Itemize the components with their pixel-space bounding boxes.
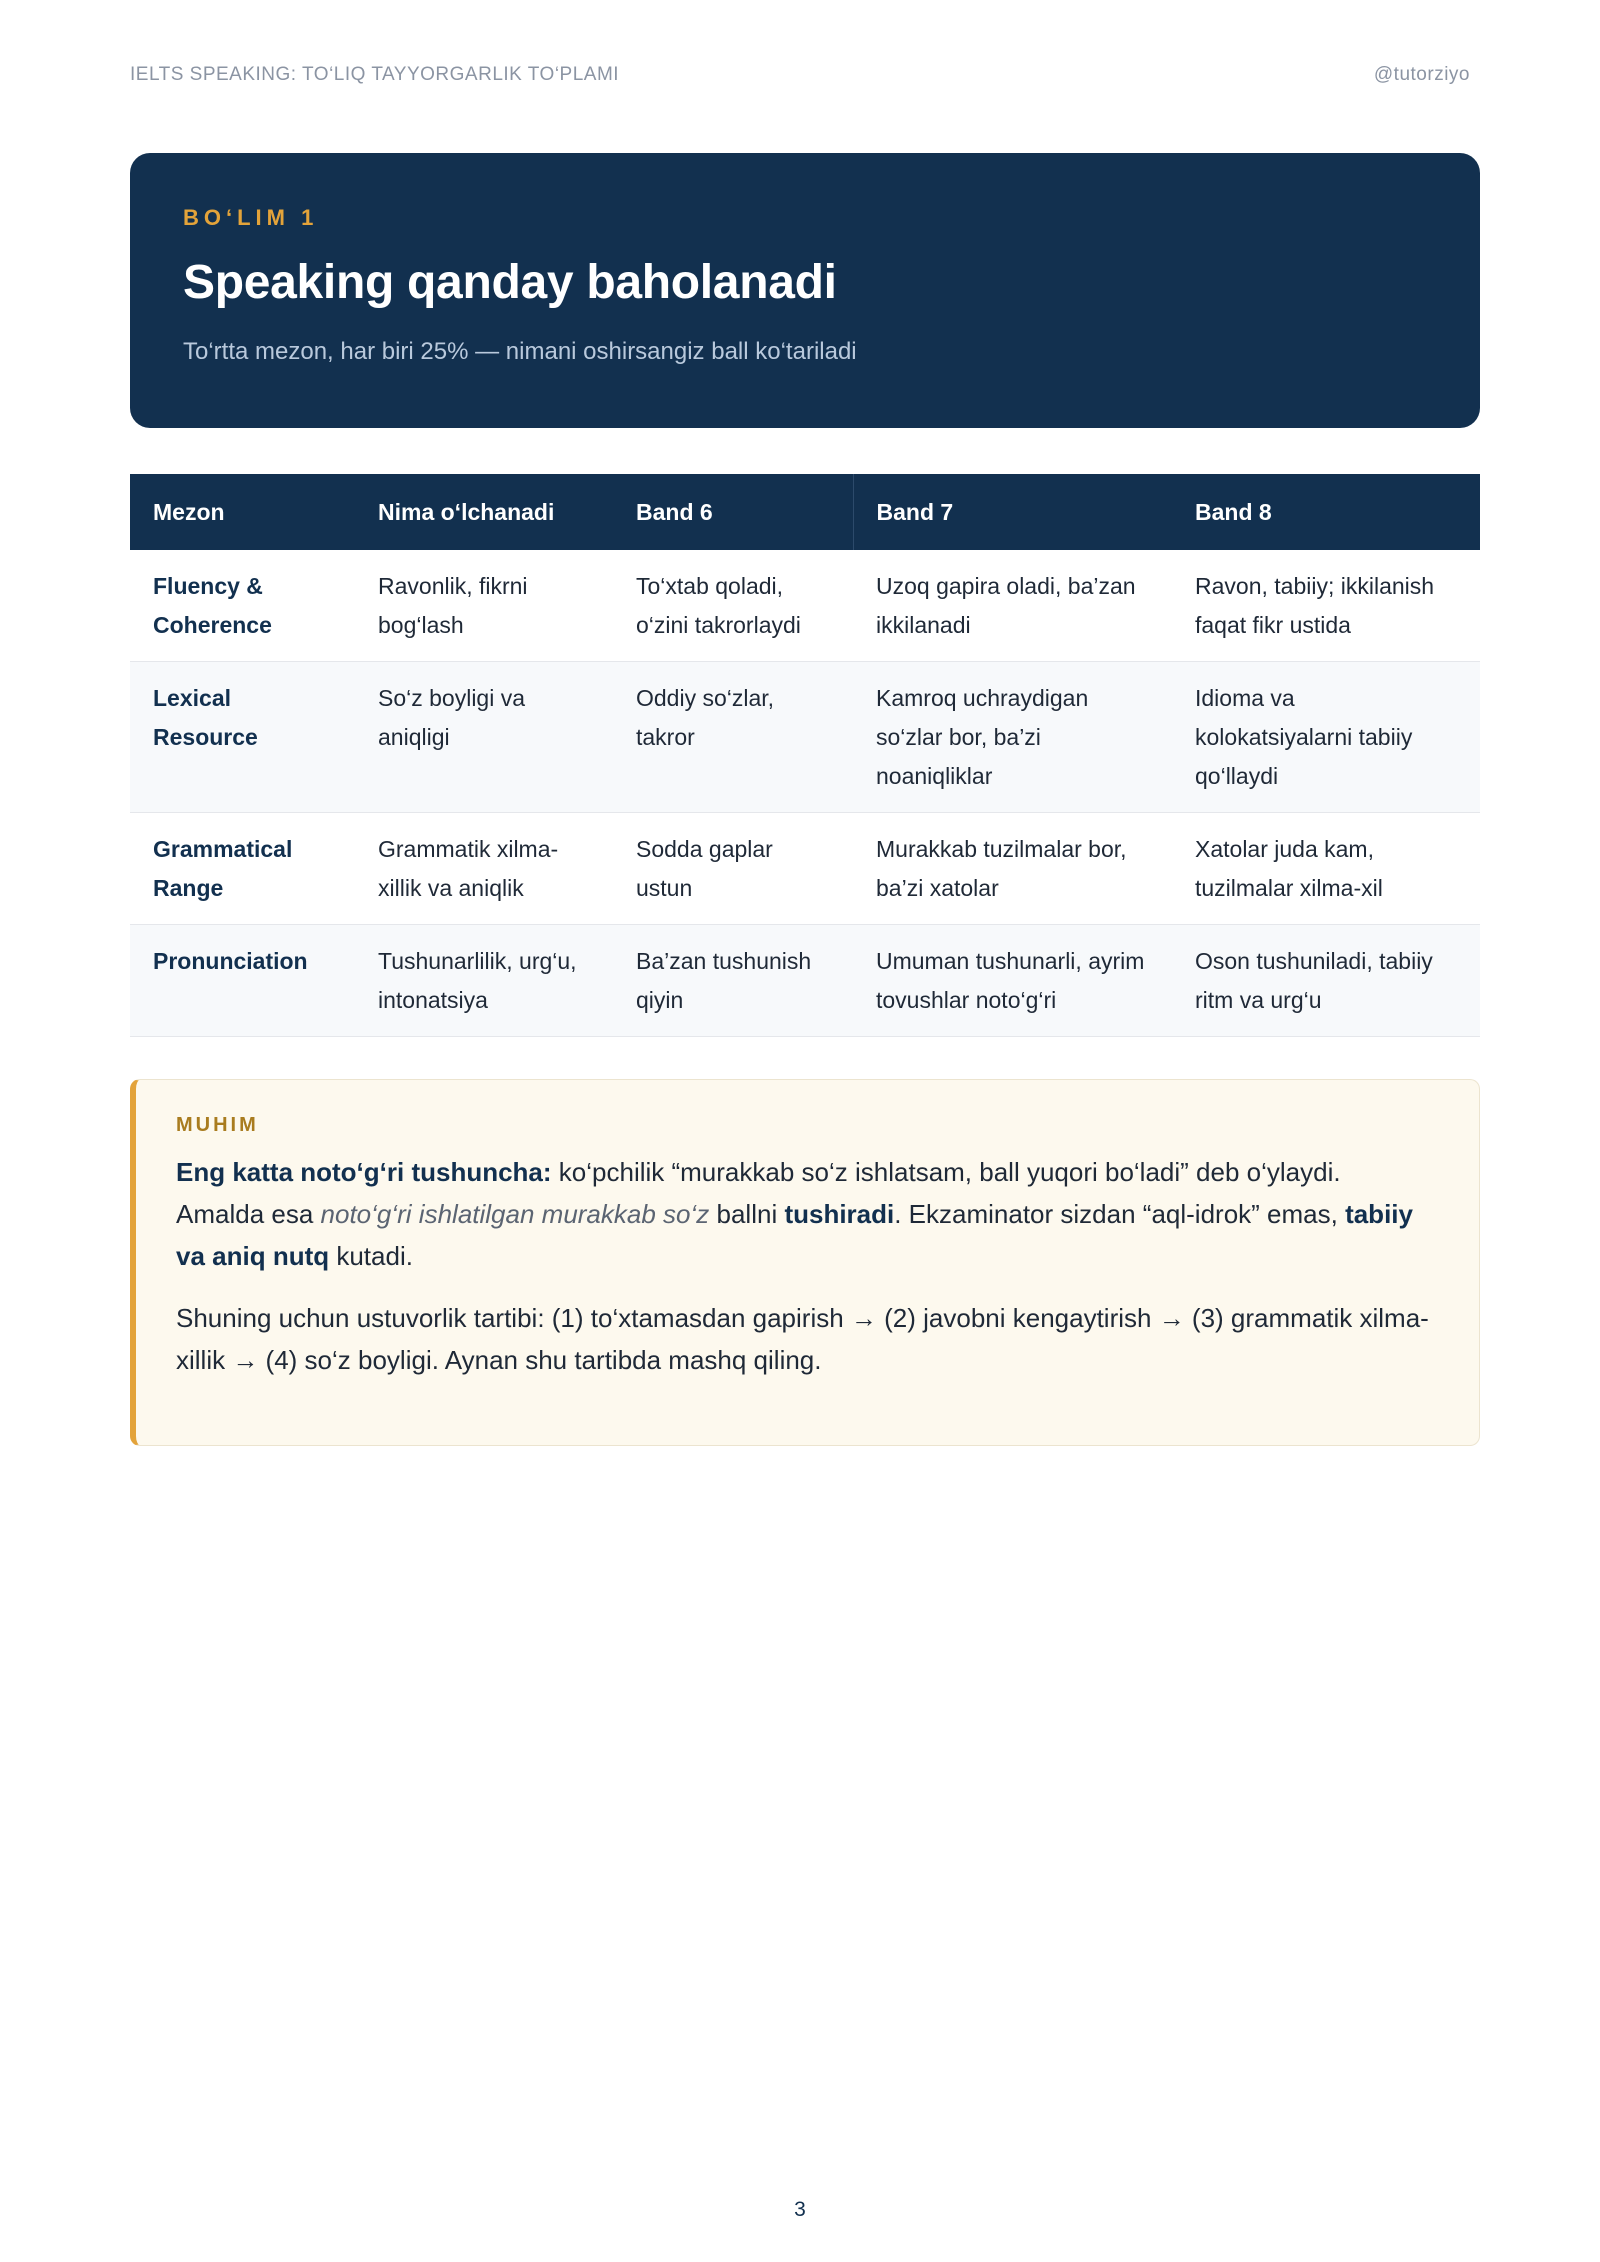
criterion-name: Fluency & Coherence	[130, 550, 355, 662]
table-cell: Murakkab tuzilmalar bor, ba’zi xatolar	[853, 813, 1172, 925]
table-cell: Ba’zan tushunish qiyin	[613, 925, 853, 1037]
table-cell: Oddiy so‘zlar, takror	[613, 662, 853, 813]
table-cell: Grammatik xilma-xillik va aniqlik	[355, 813, 613, 925]
column-header: Band 6	[613, 474, 853, 550]
table-cell: Idioma va kolokatsiyalarni tabiiy qo‘llaydi	[1172, 662, 1480, 813]
table-cell: So‘z boyligi va aniqligi	[355, 662, 613, 813]
table-cell: Tushunarlilik, urg‘u, intonatsiya	[355, 925, 613, 1037]
table-cell: Kamroq uchraydigan so‘zlar bor, ba’zi noaniqliklar	[853, 662, 1172, 813]
running-header	[130, 64, 1470, 86]
table-row	[130, 662, 1480, 813]
column-header: Band 8	[1172, 474, 1480, 550]
table-row	[130, 813, 1480, 925]
table-cell: Oson tushuniladi, tabiiy ritm va urg‘u	[1172, 925, 1480, 1037]
table-cell: Umuman tushunarli, ayrim tovushlar noto‘g‘ri	[853, 925, 1172, 1037]
important-note	[130, 1079, 1480, 1446]
table-row	[130, 550, 1480, 662]
note-lead: Eng katta noto‘g‘ri tushuncha:	[176, 1157, 552, 1187]
note-text: kutadi.	[329, 1241, 413, 1271]
criterion-name: Pronunciation	[130, 925, 355, 1037]
note-text: ko‘pchilik “murakkab so‘z ishlatsam, ball yuqori bo‘ladi” deb o‘ylaydi. Amalda esa	[176, 1157, 1341, 1229]
note-strong: tushiradi	[784, 1199, 895, 1229]
table-cell: To‘xtab qoladi, o‘zini takrorlaydi	[613, 550, 853, 662]
running-title: IELTS SPEAKING: TO‘LIQ TAYYORGARLIK TO‘PLAMI	[130, 64, 620, 85]
page-number: 3	[794, 2198, 806, 2221]
criteria-table	[130, 474, 1480, 1037]
note-text: ballni	[709, 1199, 785, 1229]
criterion-name: Lexical Resource	[130, 662, 355, 813]
section-hero	[130, 153, 1480, 428]
table-cell: Xatolar juda kam, tuzilmalar xilma-xil	[1172, 813, 1480, 925]
note-paragraph	[176, 1151, 1434, 1277]
table-cell: Uzoq gapira oladi, ba’zan ikkilanadi	[853, 550, 1172, 662]
table-row	[130, 925, 1480, 1037]
section-title: Speaking qanday baholanadi	[183, 256, 837, 309]
table-header-row	[130, 474, 1480, 550]
note-strong: tabiiy va aniq nutq	[176, 1199, 1413, 1271]
author-handle: @tutorziyo	[1373, 64, 1470, 85]
column-header: Nima o‘lchanadi	[355, 474, 613, 550]
note-text: . Ekzaminator sizdan “aql-idrok” emas,	[894, 1199, 1346, 1229]
criterion-name: Grammatical Range	[130, 813, 355, 925]
table-cell: Sodda gaplar ustun	[613, 813, 853, 925]
note-label: MUHIM	[176, 1114, 259, 1136]
column-header: Mezon	[130, 474, 355, 550]
note-emphasis: noto‘g‘ri ishlatilgan murakkab so‘z	[320, 1199, 710, 1229]
note-paragraph: Shuning uchun ustuvorlik tartibi: (1) to‘xtamasdan gapirish → (2) javobni kengaytirish → (3) grammatik xilma-xillik → (4) so‘z boyligi. Aynan shu tartibda mashq qiling.	[176, 1303, 1429, 1375]
table-cell: Ravonlik, fikrni bog‘lash	[355, 550, 613, 662]
table-cell: Ravon, tabiiy; ikkilanish faqat fikr ustida	[1172, 550, 1480, 662]
section-subtitle: To‘rtta mezon, har biri 25% — nimani oshirsangiz ball ko‘tariladi	[183, 338, 857, 365]
column-header: Band 7	[853, 474, 1172, 550]
section-kicker: BO‘LIM 1	[183, 205, 319, 230]
